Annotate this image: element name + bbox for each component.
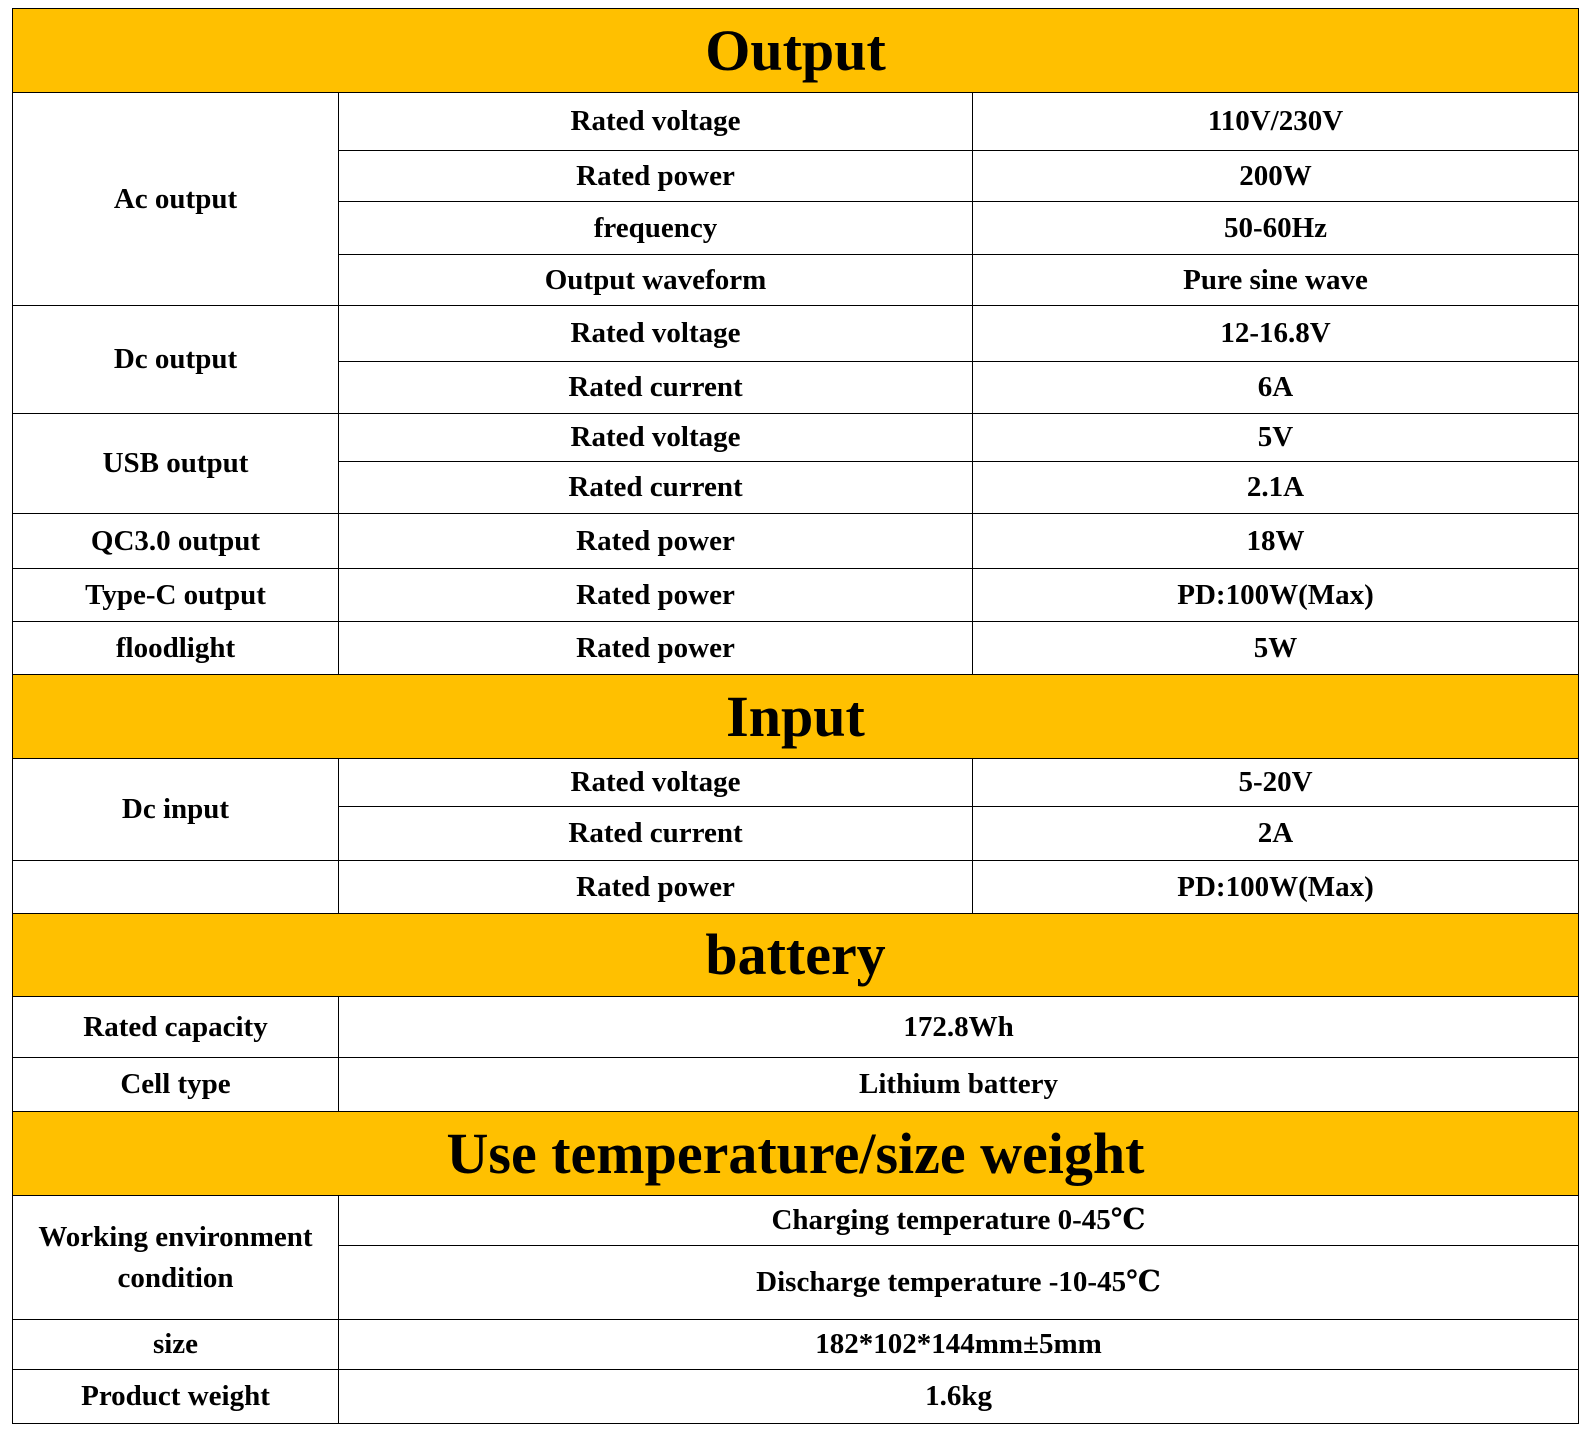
section-header-input: Input xyxy=(13,675,1579,759)
value-cell: 2A xyxy=(973,807,1579,861)
row-label-ac-output: Ac output xyxy=(13,93,339,306)
table-row xyxy=(13,861,1579,914)
value-cell: 5-20V xyxy=(973,759,1579,807)
param-cell: Rated voltage xyxy=(339,93,973,151)
value-cell: 182*102*144mm±5mm xyxy=(339,1320,1579,1370)
row-label-cell-type: Cell type xyxy=(13,1058,339,1112)
param-cell: Rated voltage xyxy=(339,759,973,807)
table-row xyxy=(13,1196,1579,1246)
table-row xyxy=(13,414,1579,462)
value-cell: PD:100W(Max) xyxy=(973,861,1579,914)
param-cell: Rated current xyxy=(339,462,973,514)
param-cell: frequency xyxy=(339,202,973,255)
section-header-battery: battery xyxy=(13,914,1579,997)
param-cell: Rated power xyxy=(339,622,973,675)
table-row xyxy=(13,622,1579,675)
row-label-qc-output: QC3.0 output xyxy=(13,514,339,569)
row-label-product-weight: Product weight xyxy=(13,1370,339,1424)
param-cell: Rated current xyxy=(339,807,973,861)
param-cell: Output waveform xyxy=(339,255,973,306)
table-row xyxy=(13,514,1579,569)
value-cell: 5V xyxy=(973,414,1579,462)
value-cell: Lithium battery xyxy=(339,1058,1579,1112)
value-cell: 2.1A xyxy=(973,462,1579,514)
table-row xyxy=(13,93,1579,151)
row-label-rated-capacity: Rated capacity xyxy=(13,997,339,1058)
table-row xyxy=(13,1058,1579,1112)
row-label-floodlight: floodlight xyxy=(13,622,339,675)
table-row xyxy=(13,569,1579,622)
param-cell: Rated power xyxy=(339,861,973,914)
value-cell: Discharge temperature -10-45℃ xyxy=(339,1246,1579,1320)
spec-table xyxy=(12,8,1579,1424)
row-label-typec-output: Type-C output xyxy=(13,569,339,622)
section-header-output: Output xyxy=(13,9,1579,93)
value-cell: 110V/230V xyxy=(973,93,1579,151)
table-row xyxy=(13,997,1579,1058)
value-cell: 172.8Wh xyxy=(339,997,1579,1058)
value-cell: 50-60Hz xyxy=(973,202,1579,255)
param-cell: Rated voltage xyxy=(339,414,973,462)
value-cell: Charging temperature 0-45℃ xyxy=(339,1196,1579,1246)
row-label-empty xyxy=(13,861,339,914)
table-row xyxy=(13,306,1579,362)
value-cell: PD:100W(Max) xyxy=(973,569,1579,622)
table-row xyxy=(13,759,1579,807)
value-cell: 200W xyxy=(973,151,1579,202)
row-label-usb-output: USB output xyxy=(13,414,339,514)
param-cell: Rated power xyxy=(339,151,973,202)
row-label-dc-output: Dc output xyxy=(13,306,339,414)
value-cell: 1.6kg xyxy=(339,1370,1579,1424)
section-header-env: Use temperature/size weight xyxy=(13,1112,1579,1196)
param-cell: Rated power xyxy=(339,569,973,622)
value-cell: 5W xyxy=(973,622,1579,675)
value-cell: 12-16.8V xyxy=(973,306,1579,362)
row-label-working-env: Working environment condition xyxy=(13,1196,339,1320)
param-cell: Rated current xyxy=(339,362,973,414)
param-cell: Rated power xyxy=(339,514,973,569)
value-cell: 6A xyxy=(973,362,1579,414)
table-row xyxy=(13,1320,1579,1370)
value-cell: Pure sine wave xyxy=(973,255,1579,306)
param-cell: Rated voltage xyxy=(339,306,973,362)
row-label-dc-input: Dc input xyxy=(13,759,339,861)
table-row xyxy=(13,1370,1579,1424)
row-label-size: size xyxy=(13,1320,339,1370)
value-cell: 18W xyxy=(973,514,1579,569)
